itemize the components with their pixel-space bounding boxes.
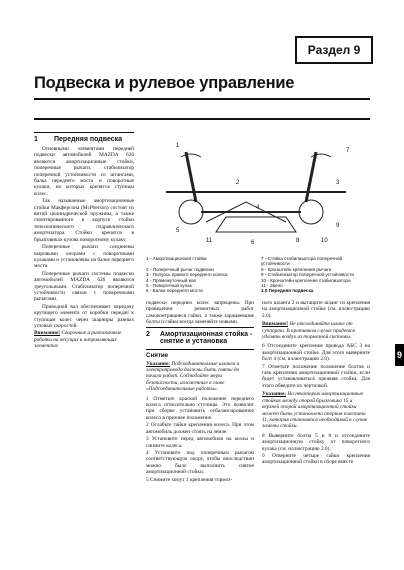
step: 8 Выверните болты 5 и 8 и отсоедините амортизационную стойку от поворотного кулака (см. иллюстрацию 2.0). xyxy=(262,432,370,452)
svg-text:2: 2 xyxy=(236,180,240,186)
legend-item: 1 - Амортизационная стойка xyxy=(146,256,207,261)
paragraph: Поперечные рычаги системы подвески автомобилей MAZDA 626 являются треугольными. Стабилизатор поперечной устойчивости связан с поперечными рычагами. xyxy=(34,270,134,303)
suspension-figure xyxy=(146,132,366,252)
step: 9 Отверните четыре гайки крепления амортизационной стойки в сборе вместе xyxy=(262,452,370,466)
legend-item: 2 - Поперечный рычаг подвески xyxy=(146,266,214,272)
svg-text:7: 7 xyxy=(346,148,350,154)
column-1 xyxy=(34,132,134,350)
section-heading xyxy=(34,132,134,143)
step: 1 Отметьте краской положение переднего колеса относительно ступицы. Это позволит при сборке установить отбалансированное колесо в прежнее положение. xyxy=(146,395,254,421)
step: 2 Ослабьте гайки крепления колеса. При этом автомобиль должен стоять на земле. xyxy=(146,422,254,435)
figure-caption: 1.0 Передняя подвеска xyxy=(261,288,314,294)
note-label: Внимание! xyxy=(34,330,61,337)
paragraph: Приводной вал обеспечивает передачу крутящего момента от коробки передач к ступицам колес через шарниры равных угловых скоростей. xyxy=(34,303,134,329)
step: 6 Отсоедините крепление провода АБС 3 на амортизационной стойке. Для этого выверните болт 4 (см. иллюстрацию 2.0). xyxy=(262,343,370,363)
legend-item: 4 - Промежуточный вал xyxy=(146,277,197,283)
figure-legend xyxy=(146,256,370,294)
legend-item: 3 - Полуось правого переднего колеса xyxy=(146,272,228,278)
legend-item: 6 - Балка переднего моста xyxy=(146,288,203,294)
title-rule-top xyxy=(34,98,370,100)
step: 3 Установите перед автомобиля на козлы и снимите колеса. xyxy=(146,436,254,449)
column-2 xyxy=(146,300,254,484)
svg-text:4: 4 xyxy=(256,205,260,211)
legend-item: 11 - Звено xyxy=(261,283,283,289)
svg-text:6: 6 xyxy=(251,240,255,246)
warning-note xyxy=(146,361,254,393)
svg-text:1: 1 xyxy=(176,143,180,149)
note xyxy=(34,330,134,349)
svg-text:9: 9 xyxy=(336,223,340,229)
legend-item: 9 - Стабилизатор поперечной устойчивости xyxy=(261,272,354,278)
section-label: Раздел 9 xyxy=(295,36,373,64)
paragraph: ного шланга 2 и вытащите шланг из крепления на амортизационной стойке (см. иллюстрацию 2.0). xyxy=(262,300,370,319)
section-heading xyxy=(146,327,254,345)
svg-text:8: 8 xyxy=(296,238,300,244)
legend-item: 7 - Стойка стабилизатора поперечной устойчивости xyxy=(261,256,343,267)
warning-text: На некоторых амортизационных стойках между опорой брызговика 15 и верхней опорой амортизационной стойки может быть установлена опорная пластина 11, которая становится необходимой в случае замены стойки. xyxy=(262,391,368,430)
warning-label: Указание: xyxy=(146,360,171,367)
warning-text: Не отсоединяйте шланг от суппорта. В противном случае придется удалять воздух из тормозной системы. xyxy=(262,321,355,341)
legend-item: 10 - Кронштейн крепления стабилизатора xyxy=(261,277,351,283)
column-3 xyxy=(262,300,370,467)
heading-text: Амортизационная стойка - снятие и установка xyxy=(160,330,253,345)
svg-text:5: 5 xyxy=(176,228,180,234)
warning-label: Внимание! xyxy=(262,321,289,328)
paragraph: Так называемые амортизационные стойки Макферсона (McPherson) состоят из витой цилиндрической пружины, а также смонтированного в корпусе стойки телескопического гидравлического амортизатора. Стойки крепятся в брызговиках кузова поворотному кулаку. xyxy=(34,198,134,243)
note-text: Сварочные и рихтовочные работы на несущих и направляющих элементах xyxy=(34,330,122,350)
step: 5 Снимите хомут 1 крепления тормоз- xyxy=(146,476,233,483)
svg-text:10: 10 xyxy=(321,238,328,244)
warning-label: Указание: xyxy=(262,391,287,398)
warning-text: Подсоединительные шланги и электропровода должны быть сняты до начала работ. Соблюдайте меры безопасности, изложенные в главе «Подсоединительные работы». xyxy=(146,360,240,393)
page-title: Подвеска и рулевое управление xyxy=(34,74,295,92)
title-rule-bottom xyxy=(34,118,370,120)
svg-text:3: 3 xyxy=(336,180,340,186)
heading-number: 2 xyxy=(146,330,150,338)
paragraph: Основными элементами передней подвески автомобилей MAZDA 626 являются амортизационные стойки, поперечные рычаги, стабилизатор поперечной устойчивости со штангами, балка переднего моста и поворотные кулаки, на которых крепятся ступицы колес. xyxy=(34,146,134,197)
page-tab: 9 xyxy=(395,344,404,366)
heading-text: Передняя подвеска xyxy=(54,136,123,143)
step: 4 Установите под поперечным рычагом соответствующую опору, чтобы впоследствии можно было выполнить снятие амортизационной стойки. xyxy=(146,449,254,476)
step: 7 Отметьте положение положение болтов и гаек крепления амортизационной стойки, если будет устанавливаться прежняя стойка. Для этого обведите их чертилкой. xyxy=(262,363,370,389)
warning-note xyxy=(262,391,370,429)
subheading: Снятие xyxy=(146,349,254,359)
warning-note xyxy=(262,321,370,340)
svg-text:11: 11 xyxy=(206,238,213,244)
heading-number: 1 xyxy=(34,136,38,143)
paragraph: Поперечные рычаги соединены шаровыми опорами с поворотными кулаками и установлены на балке переднего моста. xyxy=(34,244,134,270)
paragraph: подвески передних колес запрещены. При проведении ремонтных работ самоконтрящиеся гайки, а также заржавевшие болты и гайки всегда заменяйте новыми. xyxy=(146,300,254,326)
legend-item: 5 - Поворотный кулак xyxy=(146,283,192,289)
legend-item: 8 - Кронштейн крепления рычага xyxy=(261,266,332,272)
